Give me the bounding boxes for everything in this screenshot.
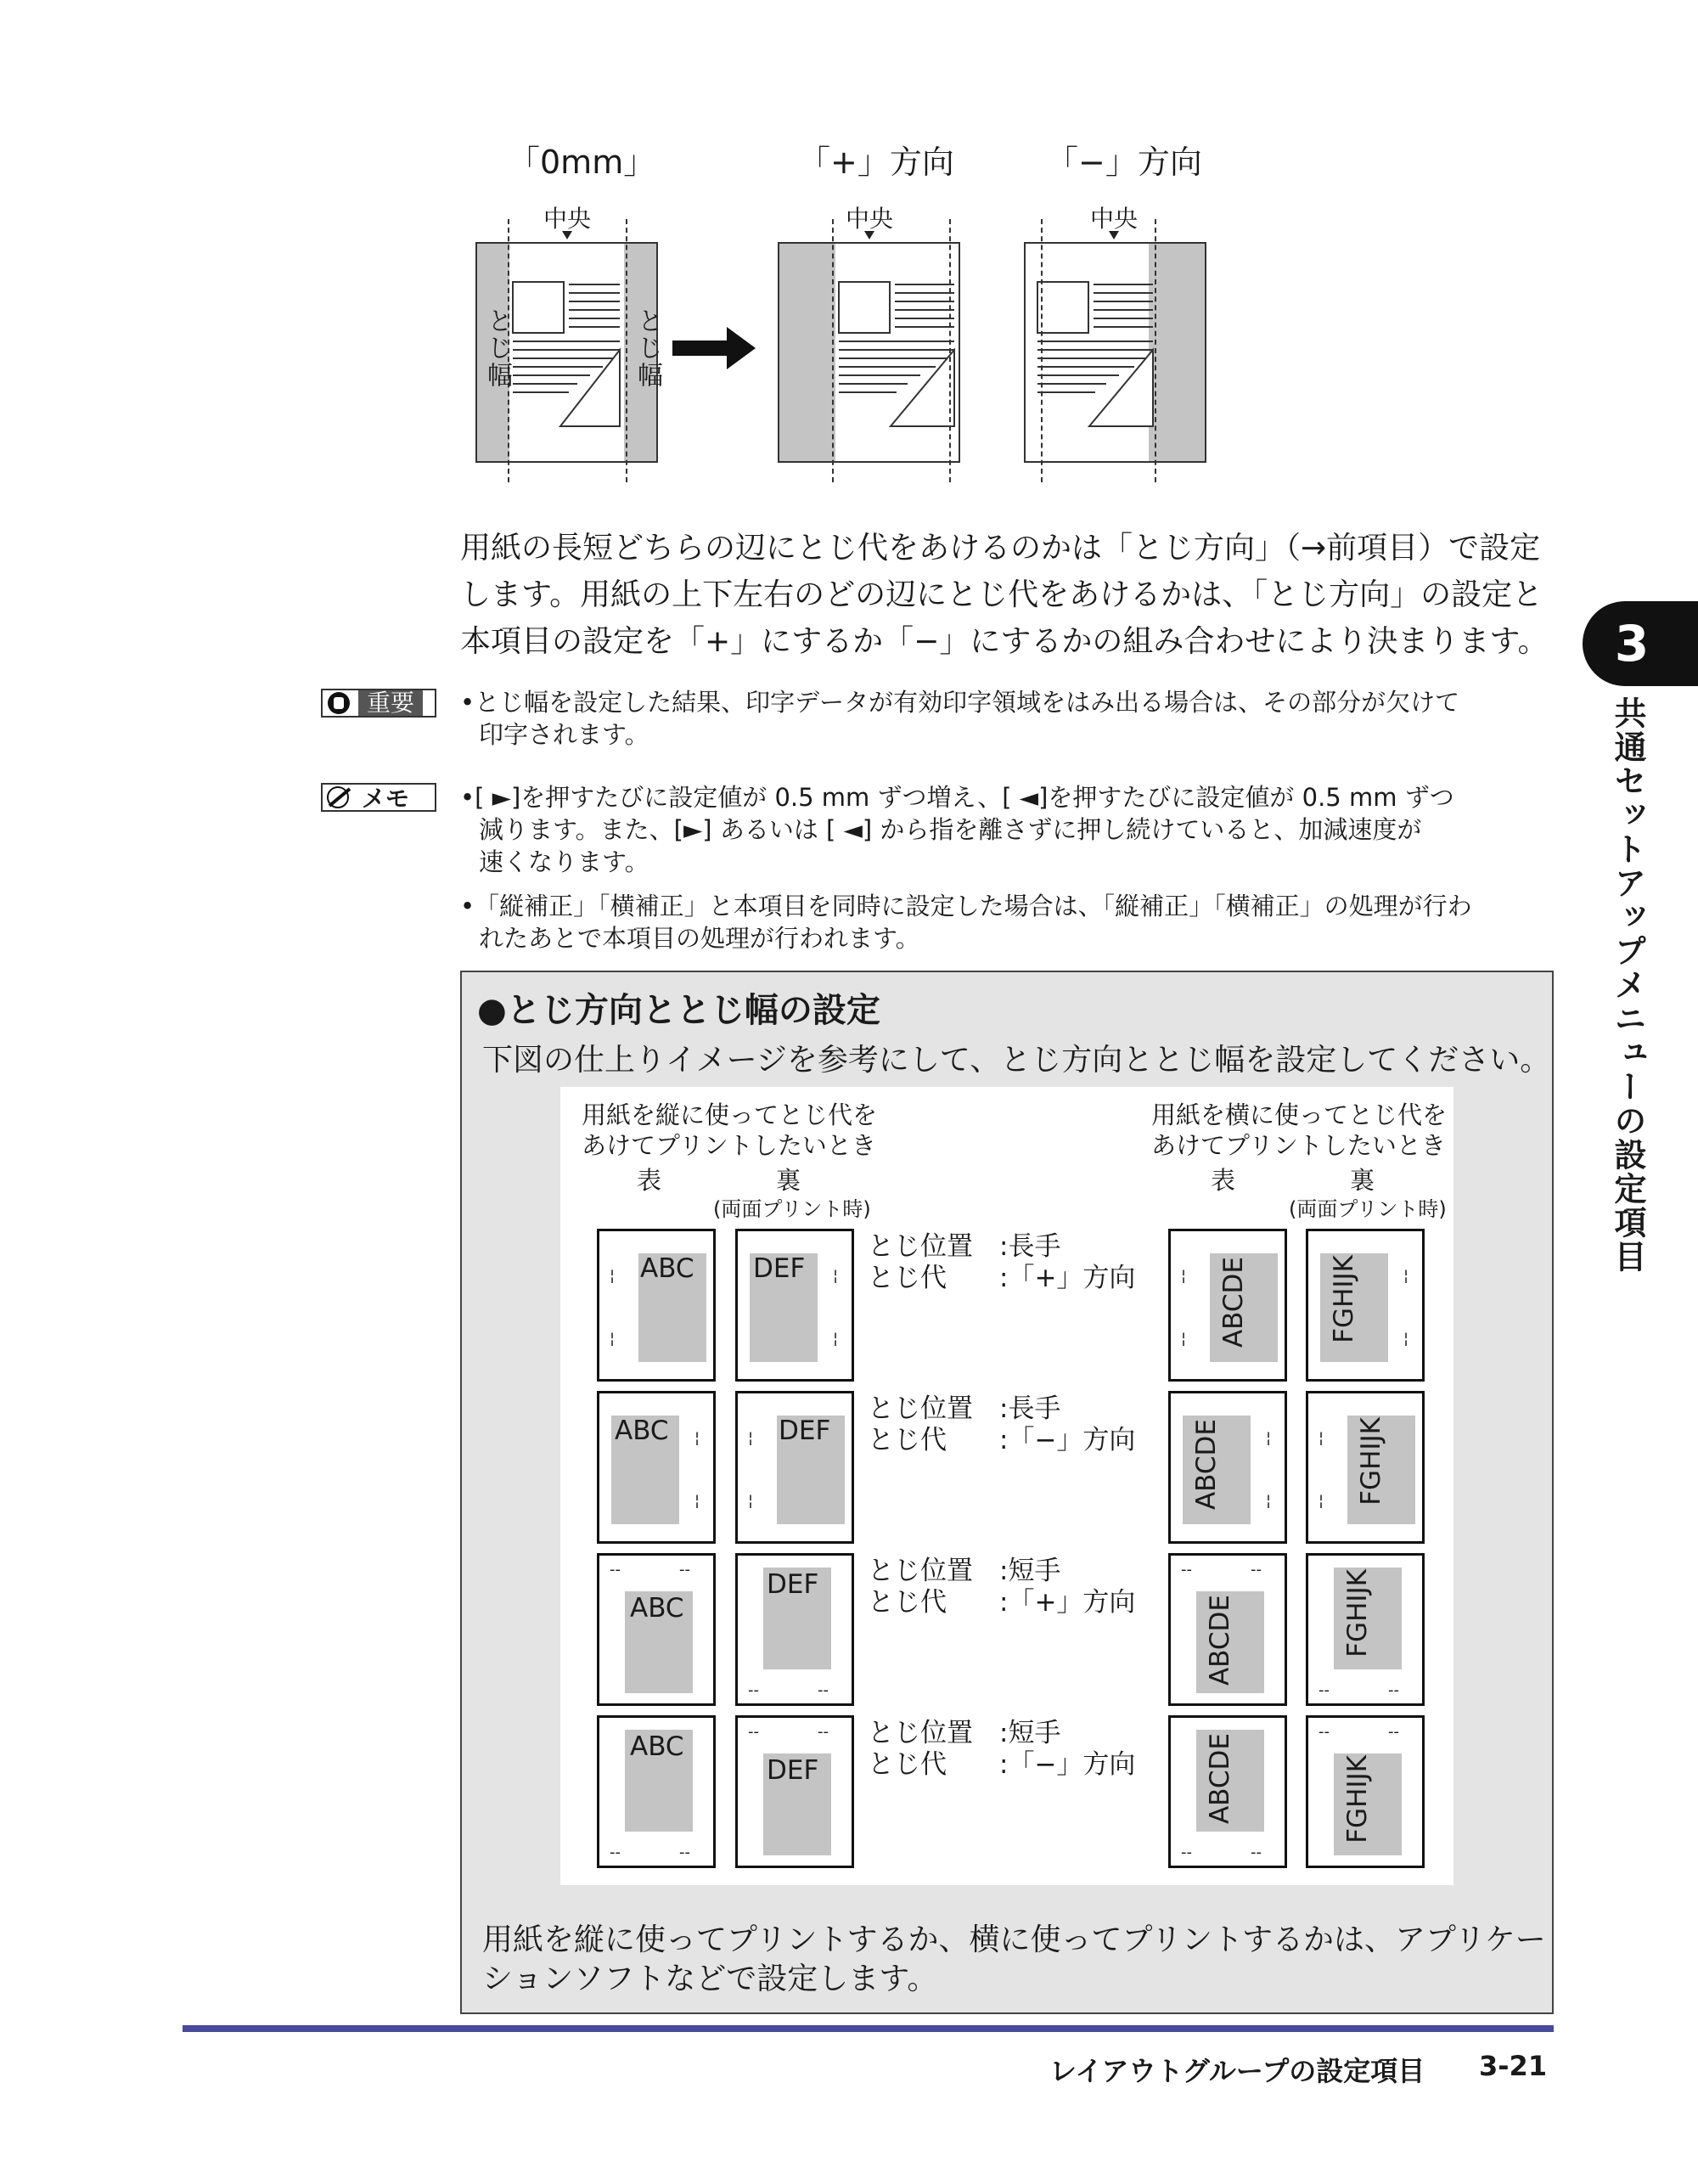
portrait-front-card: ABC ¦ ¦ <box>597 1391 716 1544</box>
memo-line: •[ ►]を押すたびに設定値が 0.5 mm ずつ増え、[ ◄]を押すたびに設定値が 0.5 mm ずつ <box>460 783 1454 812</box>
landscape-back-card: FGHIJK -- -- <box>1306 1553 1425 1706</box>
landscape-front-card: ABCDE ¦ ¦ <box>1168 1391 1287 1544</box>
binding-line-right <box>626 219 627 482</box>
landscape-back-card: FGHIJK -- -- <box>1306 1715 1425 1868</box>
box-footer-note: 用紙を縦に使ってプリントするか、横に使ってプリントするかは、アプリケー <box>482 1922 1546 1957</box>
portrait-back-card: DEF -- -- <box>735 1553 854 1706</box>
footer-rule <box>183 2025 1554 2032</box>
memo-line: •「縦補正」「横補正」と本項目を同時に設定した場合は、「縦補正」「横補正」の処理が行わ <box>460 892 1472 920</box>
card-text: ABCDE <box>1191 1419 1222 1511</box>
footer-section-title: レイアウトグループの設定項目 <box>1049 2055 1425 2087</box>
card-text: ABC <box>630 1593 684 1624</box>
center-label: 中央 <box>543 205 592 233</box>
landscape-header: あけてプリントしたいとき <box>1151 1131 1446 1160</box>
binding-width-label-right: とじ幅 <box>633 307 662 389</box>
page-number: 3-21 <box>1479 2050 1548 2082</box>
paragraph-line: 本項目の設定を「+」にするか「−」にするかの組み合わせにより決まります。 <box>460 624 1549 659</box>
box-title: ●とじ方向ととじ幅の設定 <box>477 991 880 1030</box>
center-marker-icon <box>864 231 874 239</box>
page-content-icon <box>509 244 624 463</box>
memo-line: 減ります。また、[►] あるいは [ ◄] から指を離さずに押し続けていると、加減速度が <box>479 815 1422 844</box>
portrait-back-card: DEF -- -- <box>735 1715 854 1868</box>
card-text: FGHIJK <box>1342 1755 1373 1843</box>
landscape-front-card: ABCDE -- -- <box>1168 1715 1287 1868</box>
chapter-number-tab: 3 <box>1583 601 1698 686</box>
card-text: FGHIJK <box>1342 1569 1373 1658</box>
card-text: DEF <box>767 1569 819 1600</box>
back-label: 裏 <box>1350 1166 1375 1195</box>
row-binding-position: とじ位置 :短手 <box>868 1556 1061 1586</box>
landscape-front-card: ABCDE ¦ ¦ <box>1168 1229 1287 1382</box>
pencil-icon <box>324 785 358 810</box>
card-text: ABCDE <box>1205 1595 1235 1686</box>
landscape-back-card: FGHIJK ¦ ¦ <box>1306 1229 1425 1382</box>
landscape-back-card: FGHIJK ¦ ¦ <box>1306 1391 1425 1544</box>
portrait-back-card: DEF ¦ ¦ <box>735 1391 854 1544</box>
binding-width-label-left: とじ幅 <box>482 307 512 389</box>
row-binding-margin: とじ代 :「+」方向 <box>868 1263 1136 1293</box>
portrait-front-card: ABC ¦ ¦ <box>597 1229 716 1382</box>
binding-line-left <box>832 219 834 482</box>
page-content-icon <box>1034 244 1157 463</box>
important-badge <box>321 689 436 718</box>
duplex-note: (両面プリント時) <box>1289 1197 1447 1221</box>
paragraph-line: します。用紙の上下左右のどの辺にとじ代をあけるかは、「とじ方向」の設定と <box>460 577 1543 612</box>
row-binding-position: とじ位置 :短手 <box>868 1718 1061 1748</box>
memo-line: れたあとで本項目の処理が行われます。 <box>479 924 920 953</box>
card-text: ABC <box>615 1416 669 1446</box>
duplex-note: (両面プリント時) <box>713 1197 871 1221</box>
sheet-minus <box>1024 242 1206 463</box>
important-line: 印字されます。 <box>479 720 649 749</box>
important-label: 重要 <box>358 690 423 716</box>
sheet-plus <box>778 242 960 463</box>
portrait-back-card: DEF ¦ ¦ <box>735 1229 854 1382</box>
binding-line-left <box>1041 219 1043 482</box>
center-label: 中央 <box>845 205 894 233</box>
card-text: FGHIJK <box>1329 1255 1359 1343</box>
portrait-header: 用紙を縦に使ってとじ代を <box>582 1100 878 1129</box>
card-text: ABC <box>630 1731 684 1762</box>
card-text: ABC <box>640 1253 694 1284</box>
binding-line-right <box>949 219 951 482</box>
right-arrow-icon <box>672 327 757 369</box>
row-binding-margin: とじ代 :「−」方向 <box>868 1425 1136 1455</box>
box-footer-note: ションソフトなどで設定します。 <box>482 1962 938 1996</box>
card-text: DEF <box>753 1253 806 1284</box>
card-text: DEF <box>779 1416 831 1446</box>
caption-plus: 「+」方向 <box>798 144 954 181</box>
chapter-title: 共通セットアップメニューの設定項目 <box>1609 696 1646 1274</box>
row-binding-margin: とじ代 :「+」方向 <box>868 1587 1136 1618</box>
front-label: 表 <box>637 1166 662 1195</box>
portrait-front-card: ABC -- -- <box>597 1715 716 1868</box>
paragraph-line: 用紙の長短どちらの辺にとじ代をあけるのかは「とじ方向」（→前項目）で設定 <box>460 531 1541 566</box>
card-text: DEF <box>767 1755 819 1786</box>
center-marker-icon <box>1109 231 1119 239</box>
binding-line-right <box>1155 219 1156 482</box>
row-binding-margin: とじ代 :「−」方向 <box>868 1749 1136 1780</box>
card-text: ABCDE <box>1205 1733 1235 1825</box>
caption-0mm: 「0mm」 <box>508 144 656 181</box>
memo-line: 速くなります。 <box>479 847 649 876</box>
portrait-header: あけてプリントしたいとき <box>582 1131 876 1160</box>
row-binding-position: とじ位置 :長手 <box>868 1393 1061 1424</box>
portrait-front-card: ABC -- -- <box>597 1553 716 1706</box>
front-label: 表 <box>1211 1166 1236 1195</box>
row-binding-position: とじ位置 :長手 <box>868 1231 1061 1262</box>
caption-minus: 「−」方向 <box>1046 144 1202 181</box>
hand-stop-icon <box>326 690 355 716</box>
box-subtitle: 下図の仕上りイメージを参考にして、とじ方向ととじ幅を設定してください。 <box>482 1043 1551 1078</box>
binding-band-left <box>779 244 835 461</box>
page-content-icon <box>835 244 959 463</box>
landscape-header: 用紙を横に使ってとじ代を <box>1151 1100 1448 1129</box>
card-text: FGHIJK <box>1356 1417 1386 1506</box>
landscape-front-card: ABCDE -- -- <box>1168 1553 1287 1706</box>
back-label: 裏 <box>776 1166 801 1195</box>
memo-badge <box>321 783 436 812</box>
center-marker-icon <box>562 231 572 239</box>
card-text: ABCDE <box>1218 1257 1249 1348</box>
important-line: •とじ幅を設定した結果、印字データが有効印字領域をはみ出る場合は、その部分が欠けて <box>460 688 1460 717</box>
center-label: 中央 <box>1089 205 1139 233</box>
memo-label: メモ <box>362 785 410 813</box>
